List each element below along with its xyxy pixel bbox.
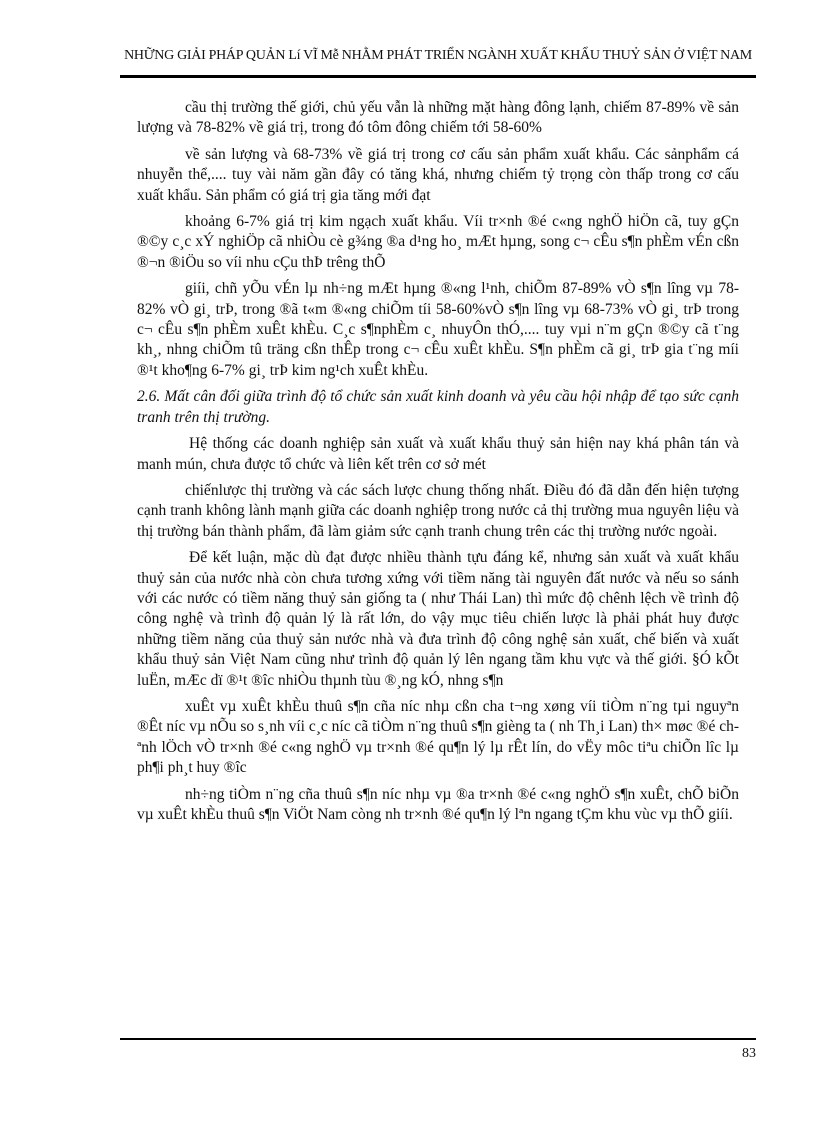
paragraph: nh÷ng tiÒm n¨ng cña thuû s¶n níc nhµ vµ ®a tr×nh ®é c«ng nghÖ s¶n xuÊt, chÕ biÕn vµ xuÊt khÈu thuû s¶n ViÖt Nam còng nh tr×nh ®é qu¶n lý lªn ngang tÇm khu vùc vµ thÕ giíi.	[137, 785, 739, 823]
body-text	[137, 98, 739, 831]
footer-rule	[120, 1038, 756, 1040]
paragraph: cầu thị trường thế giới, chủ yếu vẫn là những mặt hàng đông lạnh, chiếm 87-89% về sản lượng và 78-82% về giá trị, trong đó tôm đông chiếm tới 58-60%	[137, 99, 739, 137]
running-header: NHỮNG GIẢI PHÁP QUẢN Lí VĨ Mễ NHẰM PHÁT TRIỂN NGÀNH XUẤT KHẨU THUỶ SẢN Ở VIỆT NAM	[124, 48, 752, 63]
page-number: 83	[742, 1046, 756, 1061]
paragraph: giíi, chñ yÕu vÉn lµ nh÷ng mÆt hµng ®«ng l¹nh, chiÕm 87-89% vÒ s¶n lîng vµ 78-82% vÒ gi¸ trÞ, trong ®ã t«m ®«ng chiÕm tíi 58-60%vÒ s¶n lîng vµ 68-73% vÒ gi¸ trÞ trong c¬ cÊu s¶n phÈm xuÊt khÈu. C¸c s¶nphÈm c¸ nhuyÔn thÓ,.... tuy vµi n¨m gÇn ®©y cã t¨ng kh¸, nhng chiÕm tû träng cßn thÊp trong c¬ cÊu xuÊt khÈu. S¶n phÈm cã gi¸ trÞ gia t¨ng míi ®¹t kho¶ng 6-7% gi¸ trÞ kim ng¹ch xuÊt khÈu.	[137, 280, 739, 379]
paragraph: chiếnlược thị trường và các sách lược chung thống nhất. Điều đó đã dẫn đến hiện tượng cạnh tranh không lành mạnh giữa các doanh nghiệp trong nước cả thị trường mua nguyên liệu và thị trường bán thành phẩm, đã làm giảm sức cạnh tranh chung trên các thị trường nước ngoài.	[137, 481, 739, 540]
paragraph: khoảng 6-7% giá trị kim ngạch xuất khẩu. Víi tr×nh ®é c«ng nghÖ hiÖn cã, tuy gÇn ®©y c¸c xÝ nghiÖp cã nhiÒu cè g¾ng ®a d¹ng ho¸ mÆt hµng, song c¬ cÊu s¶n phÈm vÉn cßn ®¬n ®iÖu so víi nhu cÇu thÞ trêng thÕ	[137, 213, 739, 271]
paragraph: xuÊt vµ xuÊt khÈu thuû s¶n cña níc nhµ cßn cha t¬ng xøng víi tiÒm n¨ng tµi nguyªn ®Êt níc vµ nÕu so s¸nh víi c¸c níc cã tiÒm n¨ng thuû s¶n gièng ta ( nh Th¸i Lan) th× møc ®é chªnh lÖch vÒ tr×nh ®é c«ng nghÖ vµ tr×nh ®é qu¶n lý lµ rÊt lín, do vËy môc tiªu chiÕn lîc lµ ph¶i ph¸t huy ®îc	[137, 697, 739, 777]
section-heading: 2.6. Mất cân đối giữa trình độ tổ chức sản xuất kinh doanh và yêu cầu hội nhập để tạo sức cạnh tranh trên thị trường.	[137, 388, 739, 426]
paragraph: Hệ thống các doanh nghiệp sản xuất và xuất khẩu thuỷ sản hiện nay khá phân tán và manh mún, chưa được tổ chức và liên kết trên cơ sở mét	[137, 435, 739, 473]
paragraph: về sản lượng và 68-73% về giá trị trong cơ cấu sản phẩm xuất khẩu. Các sảnphẩm cá nhuyễn thể,.... tuy vài năm gần đây có tăng khá, nhưng chiếm tỷ trọng còn thấp trong cơ cấu xuất khẩu. Sản phẩm có giá trị gia tăng mới đạt	[137, 145, 739, 204]
header-rule	[120, 75, 756, 78]
paragraph: Để kết luận, mặc dù đạt được nhiều thành tựu đáng kể, nhưng sản xuất và xuất khẩu thuỷ sản của nước nhà còn chưa tương xứng với tiềm năng tài nguyên đất nước và nếu so sánh với các nước có tiềm năng thuỷ sản giống ta ( như Thái Lan) thì mức độ chênh lệch về trình độ công nghệ và trình độ quản lý là rất lớn, do vậy mục tiêu chiến lược là phải phát huy được những tiềm năng của thuỷ sản nước nhà và đưa trình độ công nghệ sản xuất, chế biến và xuất khẩu thuỷ sản Việt Nam cũng như trình độ quản lý lên ngang tầm khu vực và thế giới. §Ó kÕt luËn, mÆc dï ®¹t ®îc nhiÒu thµnh tùu ®¸ng kÓ, nhng s¶n	[137, 549, 739, 689]
